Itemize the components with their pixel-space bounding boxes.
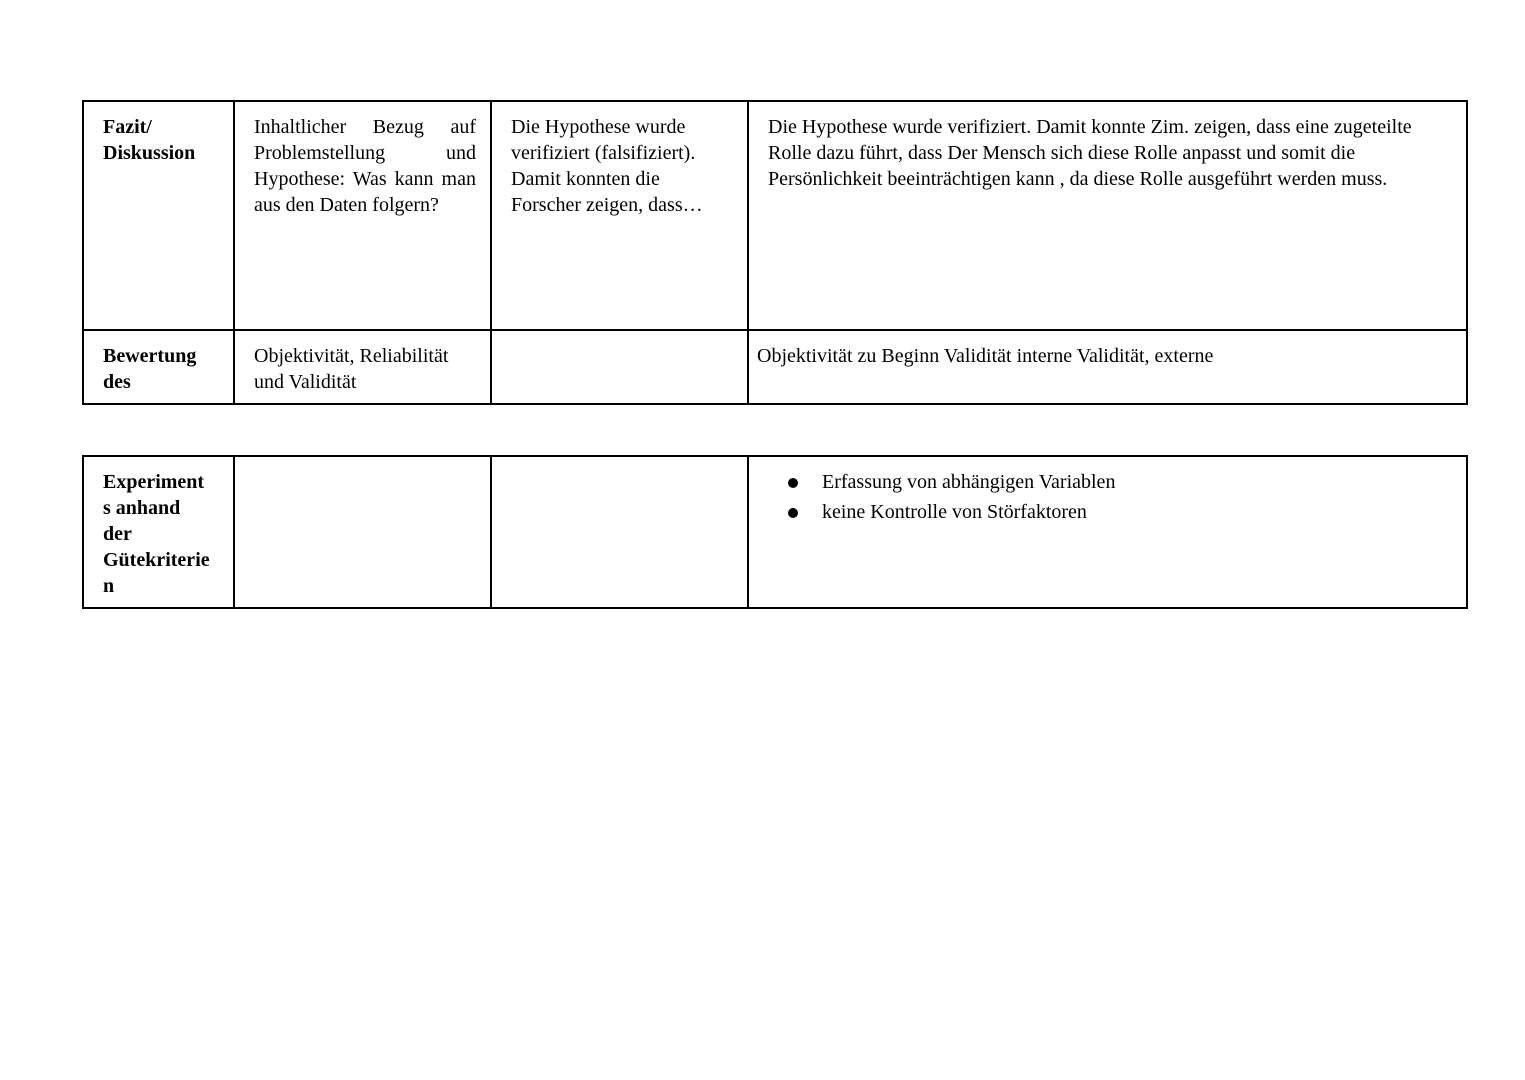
answer-text: Objektivität zu Beginn Validität interne Validität, externe bbox=[757, 345, 1214, 367]
row-label-line: Fazit/ bbox=[103, 116, 152, 138]
row-label-experiment bbox=[83, 456, 234, 608]
list-item bbox=[822, 467, 1452, 497]
answer-cell-fazit bbox=[748, 101, 1467, 330]
bullet-list bbox=[768, 467, 1452, 527]
list-item-text: Erfassung von abhängigen Variablen bbox=[822, 471, 1116, 493]
answer-cell-bewertung bbox=[748, 330, 1467, 404]
evaluation-table-top bbox=[82, 100, 1468, 405]
template-cell-experiment bbox=[491, 456, 748, 608]
bullet-icon bbox=[788, 478, 798, 488]
row-label-line: der bbox=[103, 523, 132, 545]
guide-cell-fazit bbox=[234, 101, 491, 330]
template-cell-fazit bbox=[491, 101, 748, 330]
answer-cell-experiment bbox=[748, 456, 1467, 608]
template-text: Die Hypothese wurde verifiziert (falsifiziert). Damit konnten die Forscher zeigen, dass… bbox=[511, 116, 703, 216]
guide-text: Objektivität, Reliabilität und Validität bbox=[254, 345, 449, 393]
row-label-line: n bbox=[103, 575, 115, 597]
row-label-line: Experiment bbox=[103, 471, 205, 493]
row-label-fazit bbox=[83, 101, 234, 330]
row-label-line: Gütekriterie bbox=[103, 549, 210, 571]
table-row-bewertung bbox=[83, 330, 1467, 404]
template-cell-bewertung bbox=[491, 330, 748, 404]
list-item-text: keine Kontrolle von Störfaktoren bbox=[822, 501, 1087, 523]
guide-cell-bewertung bbox=[234, 330, 491, 404]
list-item bbox=[822, 497, 1452, 527]
row-label-line: Bewertung bbox=[103, 345, 197, 367]
row-label-line: Diskussion bbox=[103, 142, 196, 164]
row-label-line: s anhand bbox=[103, 497, 181, 519]
table-row-experiment bbox=[83, 456, 1467, 608]
evaluation-table-bottom bbox=[82, 455, 1468, 609]
guide-cell-experiment bbox=[234, 456, 491, 608]
guide-text: Inhaltlicher Bezug auf Problemstellung und Hypothese: Was kann man aus den Daten folgern? bbox=[254, 116, 476, 216]
row-label-bewertung bbox=[83, 330, 234, 404]
bullet-icon bbox=[788, 508, 798, 518]
row-label-line: des bbox=[103, 371, 131, 393]
answer-text: Die Hypothese wurde verifiziert. Damit konnte Zim. zeigen, dass eine zugeteilte Rolle dazu führt, dass Der Mensch sich diese Rolle anpasst und somit die Persönlichkeit beeinträchtigen kann , da diese Rolle ausgeführt werden muss. bbox=[768, 116, 1412, 190]
table-row-fazit bbox=[83, 101, 1467, 330]
